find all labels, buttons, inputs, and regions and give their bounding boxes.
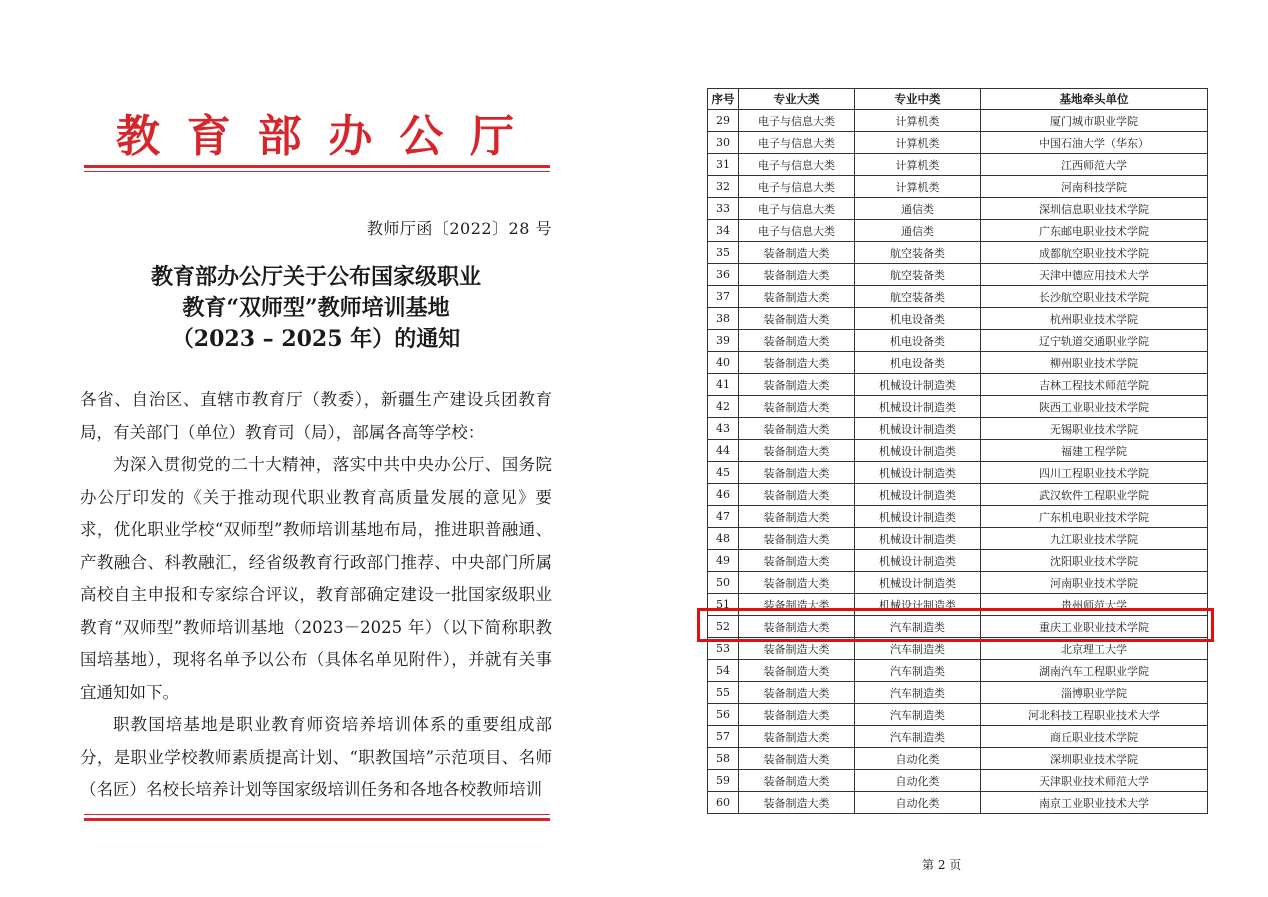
cell-sub-category: 航空装备类: [855, 264, 981, 286]
cell-sub-category: 机电设备类: [855, 330, 981, 352]
recipients: 各省、自治区、直辖市教育厅（教委），新疆生产建设兵团教育局，有关部门（单位）教育司（局），部属各高等学校：: [80, 390, 552, 442]
cell-lead-institution: 沈阳职业技术学院: [981, 550, 1208, 572]
cell-major-category: 电子与信息大类: [739, 132, 855, 154]
cell-lead-institution: 无锡职业技术学院: [981, 418, 1208, 440]
cell-lead-institution: 湖南汽车工程职业学院: [981, 660, 1208, 682]
cell-major-category: 装备制造大类: [739, 550, 855, 572]
table-row: [708, 462, 1208, 484]
cell-index: 49: [708, 550, 739, 572]
cell-lead-institution: 九江职业技术学院: [981, 528, 1208, 550]
table-row: [708, 572, 1208, 594]
cell-major-category: 电子与信息大类: [739, 198, 855, 220]
cell-sub-category: 汽车制造类: [855, 616, 981, 638]
paragraph: 为深入贯彻党的二十大精神，落实中共中央办公厅、国务院办公厅印发的《关于推动现代职业教育高质量发展的意见》要求，优化职业学校“双师型”教师培训基地布局，推进职普融通、产教融合、科教融汇，经省级教育行政部门推荐、中央部门所属高校自主申报和专家综合评议，教育部确定建设一批国家级职业教育“双师型”教师培训基地（2023－2025 年）（以下简称职教国培基地），现将名单予以公布（具体名单见附件），并就有关事宜通知如下。: [80, 455, 552, 702]
cell-major-category: 电子与信息大类: [739, 110, 855, 132]
row-highlight-box: [697, 608, 1214, 642]
table-row: [708, 682, 1208, 704]
table-row: [708, 374, 1208, 396]
cell-lead-institution: 辽宁轨道交通职业学院: [981, 330, 1208, 352]
cell-index: 57: [708, 726, 739, 748]
cell-index: 31: [708, 154, 739, 176]
cell-index: 40: [708, 352, 739, 374]
table-row: [708, 330, 1208, 352]
table-row: [708, 242, 1208, 264]
cell-index: 55: [708, 682, 739, 704]
cell-major-category: 装备制造大类: [739, 506, 855, 528]
cell-major-category: 装备制造大类: [739, 396, 855, 418]
table-row: [708, 770, 1208, 792]
table-row: [708, 220, 1208, 242]
paragraph: 职教国培基地是职业教育师资培养培训体系的重要组成部分，是职业学校教师素质提高计划、“职教国培”示范项目、名师（名匠）名校长培养计划等国家级培训任务和各地各校教师培训: [80, 715, 552, 799]
base-list-table: [707, 88, 1208, 814]
cell-index: 38: [708, 308, 739, 330]
cell-sub-category: 汽车制造类: [855, 638, 981, 660]
cell-major-category: 装备制造大类: [739, 770, 855, 792]
cell-lead-institution: 天津职业技术师范大学: [981, 770, 1208, 792]
table-row: [708, 264, 1208, 286]
table-row: [708, 176, 1208, 198]
cell-major-category: 装备制造大类: [739, 572, 855, 594]
cell-major-category: 装备制造大类: [739, 638, 855, 660]
cell-sub-category: 汽车制造类: [855, 660, 981, 682]
cell-index: 32: [708, 176, 739, 198]
masthead: [80, 100, 552, 160]
masthead-char: 部: [257, 111, 302, 162]
cell-lead-institution: 河南科技学院: [981, 176, 1208, 198]
cell-major-category: 装备制造大类: [739, 462, 855, 484]
cell-sub-category: 汽车制造类: [855, 726, 981, 748]
cell-lead-institution: 商丘职业技术学院: [981, 726, 1208, 748]
cell-sub-category: 机械设计制造类: [855, 440, 981, 462]
cell-index: 33: [708, 198, 739, 220]
cell-major-category: 装备制造大类: [739, 286, 855, 308]
footer-divider-thick: [84, 818, 550, 821]
cell-major-category: 装备制造大类: [739, 352, 855, 374]
cell-index: 51: [708, 594, 739, 616]
cell-lead-institution: 深圳信息职业技术学院: [981, 198, 1208, 220]
cell-index: 54: [708, 660, 739, 682]
cell-sub-category: 机械设计制造类: [855, 418, 981, 440]
cell-lead-institution: 天津中德应用技术大学: [981, 264, 1208, 286]
cell-lead-institution: 贵州师范大学: [981, 594, 1208, 616]
cell-index: 41: [708, 374, 739, 396]
cell-lead-institution: 广东邮电职业技术学院: [981, 220, 1208, 242]
cell-major-category: 装备制造大类: [739, 682, 855, 704]
cell-lead-institution: 河北科技工程职业技术大学: [981, 704, 1208, 726]
masthead-char: 办: [328, 111, 373, 162]
cell-major-category: 装备制造大类: [739, 484, 855, 506]
cell-index: 60: [708, 792, 739, 814]
table-row: [708, 528, 1208, 550]
cell-lead-institution: 四川工程职业技术学院: [981, 462, 1208, 484]
table-row: [708, 484, 1208, 506]
header-index: 序号: [708, 89, 739, 110]
cell-sub-category: 汽车制造类: [855, 704, 981, 726]
document-number: 教师厅函〔2022〕28 号: [366, 219, 552, 238]
table-header-row: [708, 89, 1208, 110]
cell-index: 52: [708, 616, 739, 638]
cell-sub-category: 机械设计制造类: [855, 528, 981, 550]
cell-index: 39: [708, 330, 739, 352]
cell-index: 44: [708, 440, 739, 462]
table-row: [708, 726, 1208, 748]
table-row: [708, 396, 1208, 418]
cell-lead-institution: 杭州职业技术学院: [981, 308, 1208, 330]
footer-divider-thin: [84, 814, 550, 815]
cell-index: 42: [708, 396, 739, 418]
table-row: [708, 132, 1208, 154]
table-row: [708, 418, 1208, 440]
table-row: [708, 440, 1208, 462]
cell-index: 30: [708, 132, 739, 154]
table-row: [708, 748, 1208, 770]
masthead-divider-thick: [84, 165, 550, 168]
cell-lead-institution: 淄博职业学院: [981, 682, 1208, 704]
masthead-char: 厅: [469, 111, 514, 162]
cell-lead-institution: 福建工程学院: [981, 440, 1208, 462]
cell-lead-institution: 中国石油大学（华东）: [981, 132, 1208, 154]
cell-lead-institution: 陕西工业职业技术学院: [981, 396, 1208, 418]
cell-sub-category: 机电设备类: [855, 352, 981, 374]
cell-sub-category: 通信类: [855, 220, 981, 242]
cell-index: 43: [708, 418, 739, 440]
cell-major-category: 装备制造大类: [739, 374, 855, 396]
cell-major-category: 装备制造大类: [739, 704, 855, 726]
cell-index: 47: [708, 506, 739, 528]
table-row: [708, 660, 1208, 682]
cell-lead-institution: 成都航空职业技术学院: [981, 242, 1208, 264]
cell-major-category: 装备制造大类: [739, 660, 855, 682]
cell-lead-institution: 长沙航空职业技术学院: [981, 286, 1208, 308]
cell-major-category: 装备制造大类: [739, 330, 855, 352]
cell-major-category: 装备制造大类: [739, 308, 855, 330]
notice-page: [80, 0, 552, 897]
cell-sub-category: 自动化类: [855, 792, 981, 814]
title-line: 教育“双师型”教师培训基地: [182, 295, 450, 321]
cell-sub-category: 机械设计制造类: [855, 396, 981, 418]
header-major-category: 专业大类: [739, 89, 855, 110]
cell-sub-category: 计算机类: [855, 132, 981, 154]
cell-major-category: 装备制造大类: [739, 242, 855, 264]
cell-sub-category: 机械设计制造类: [855, 374, 981, 396]
cell-sub-category: 机械设计制造类: [855, 594, 981, 616]
cell-sub-category: 计算机类: [855, 176, 981, 198]
cell-major-category: 装备制造大类: [739, 726, 855, 748]
cell-lead-institution: 深圳职业技术学院: [981, 748, 1208, 770]
masthead-char: 公: [399, 111, 444, 162]
page-number: 第 2 页: [922, 858, 962, 872]
cell-index: 46: [708, 484, 739, 506]
cell-lead-institution: 厦门城市职业学院: [981, 110, 1208, 132]
header-lead-institution: 基地牵头单位: [981, 89, 1208, 110]
table-row: [708, 308, 1208, 330]
cell-sub-category: 机电设备类: [855, 308, 981, 330]
base-list-table-wrapper: [707, 88, 1207, 814]
cell-sub-category: 自动化类: [855, 748, 981, 770]
masthead-char: 教: [116, 111, 160, 162]
cell-major-category: 装备制造大类: [739, 264, 855, 286]
cell-sub-category: 机械设计制造类: [855, 462, 981, 484]
table-row: [708, 506, 1208, 528]
cell-lead-institution: 重庆工业职业技术学院: [981, 616, 1208, 638]
cell-sub-category: 机械设计制造类: [855, 484, 981, 506]
table-row: [708, 550, 1208, 572]
cell-lead-institution: 南京工业职业技术大学: [981, 792, 1208, 814]
cell-index: 59: [708, 770, 739, 792]
cell-lead-institution: 吉林工程技术师范学院: [981, 374, 1208, 396]
cell-sub-category: 计算机类: [855, 154, 981, 176]
cell-major-category: 装备制造大类: [739, 418, 855, 440]
table-body: [708, 110, 1208, 814]
cell-lead-institution: 柳州职业技术学院: [981, 352, 1208, 374]
header-sub-category: 专业中类: [855, 89, 981, 110]
cell-sub-category: 航空装备类: [855, 286, 981, 308]
cell-index: 36: [708, 264, 739, 286]
table-row: [708, 154, 1208, 176]
table-row: [708, 352, 1208, 374]
table-row: [708, 110, 1208, 132]
cell-lead-institution: 江西师范大学: [981, 154, 1208, 176]
cell-lead-institution: 北京理工大学: [981, 638, 1208, 660]
table-row: [708, 792, 1208, 814]
title-line: 教育部办公厅关于公布国家级职业: [150, 264, 481, 290]
table-row: [708, 704, 1208, 726]
cell-index: 56: [708, 704, 739, 726]
cell-index: 37: [708, 286, 739, 308]
cell-index: 50: [708, 572, 739, 594]
cell-index: 35: [708, 242, 739, 264]
cell-major-category: 电子与信息大类: [739, 220, 855, 242]
cell-major-category: 装备制造大类: [739, 528, 855, 550]
cell-index: 29: [708, 110, 739, 132]
cell-index: 34: [708, 220, 739, 242]
cell-major-category: 电子与信息大类: [739, 176, 855, 198]
document-body: [80, 384, 552, 807]
cell-major-category: 装备制造大类: [739, 792, 855, 814]
cell-major-category: 装备制造大类: [739, 594, 855, 616]
cell-major-category: 装备制造大类: [739, 748, 855, 770]
cell-sub-category: 机械设计制造类: [855, 550, 981, 572]
table-row: [708, 198, 1208, 220]
document-title: [80, 262, 552, 355]
cell-index: 48: [708, 528, 739, 550]
cell-index: 45: [708, 462, 739, 484]
cell-sub-category: 航空装备类: [855, 242, 981, 264]
title-line: （2023 – 2025 年）的通知: [171, 326, 461, 352]
cell-sub-category: 通信类: [855, 198, 981, 220]
masthead-char: 育: [186, 111, 231, 162]
cell-sub-category: 机械设计制造类: [855, 506, 981, 528]
masthead-divider-thin: [84, 171, 550, 172]
cell-sub-category: 自动化类: [855, 770, 981, 792]
table-row: [708, 286, 1208, 308]
cell-index: 58: [708, 748, 739, 770]
cell-lead-institution: 河南职业技术学院: [981, 572, 1208, 594]
cell-sub-category: 机械设计制造类: [855, 572, 981, 594]
cell-sub-category: 汽车制造类: [855, 682, 981, 704]
cell-index: 53: [708, 638, 739, 660]
cell-major-category: 电子与信息大类: [739, 154, 855, 176]
cell-major-category: 装备制造大类: [739, 440, 855, 462]
cell-sub-category: 计算机类: [855, 110, 981, 132]
cell-lead-institution: 广东机电职业技术学院: [981, 506, 1208, 528]
cell-lead-institution: 武汉软件工程职业学院: [981, 484, 1208, 506]
cell-major-category: 装备制造大类: [739, 616, 855, 638]
